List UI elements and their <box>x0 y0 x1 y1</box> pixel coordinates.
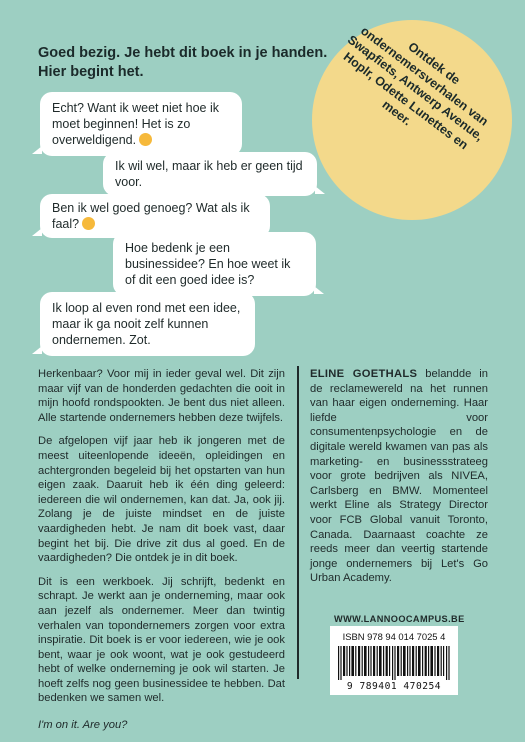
chat-bubble-4-text: Hoe bedenk je een businessidee? En hoe weet ik of dit een goed idee is? <box>125 241 291 287</box>
chat-bubble-5-text: Ik loop al even rond met een idee, maar ik ga nooit zelf kunnen ondernemen. Zot. <box>52 301 241 347</box>
author-bio-text: belandde in de reclamewereld na het runnen van haar eigen onderneming. Haar liefde voor consumentenpsychologie en de digitale wereld kwamen van pas als marketing- en businessstrateeg voor grote bedrijven als NIVEA, Carlsberg en BMW. Momenteel werkt Eline als Strategy Director voor FCB Global vanuit Toronto, Canada. Daarnaast coachte ze reeds meer dan veertig startende jonge ondernemers bij Let's Go Urban Academy. <box>310 368 488 585</box>
ean-number: 9 789401 470254 <box>346 681 442 692</box>
chat-bubble-4 <box>113 232 316 296</box>
chat-bubble-2-text: Ik wil wel, maar ik heb er geen tijd voor. <box>115 159 303 189</box>
publisher-url: WWW.LANNOOCAMPUS.BE <box>334 614 465 624</box>
chat-bubble-2 <box>103 152 317 196</box>
exploding-head-emoji-icon <box>139 133 152 146</box>
chat-bubble-3-text: Ben ik wel goed genoeg? Wat als ik faal? <box>52 201 250 231</box>
blurb-column <box>38 367 285 742</box>
blurb-paragraph-1: Herkenbaar? Voor mij in ieder geval wel. Dit zijn maar vijf van de honderden gedachten die ooit in mijn hoofd rondspookten. Je bent dus niet alleen. Alle startende ondernemers hebben deze twijfels. <box>38 368 285 424</box>
blurb-paragraph-2: De afgelopen vijf jaar heb ik jongeren met de meest uiteenlopende ideeën, opleidingen en achtergronden begeleid bij het opstarten van hun eigen zaak. Daaruit heb ik één ding geleerd: iedereen die wil ondernemen, kan dat. Ja, ook jij. Zolang je de juiste mindset en de juiste vaardigheden hebt. Je nam dit boek vast, daar begint het bij. Die drive zit dus al goed. En de vaardigheden? Die ontdek je in dit boek. <box>38 435 285 565</box>
blurb-paragraph-3: Dit is een werkboek. Jij schrijft, bedenkt en schrapt. Je werkt aan je onderneming, maar ook aan jezelf als ondernemer. Meer dan twintig verhalen van topondernemers zorgen voor extra inspiratie. Dit boek is er voor iedereen, wie je ook bent, waar je ook woont, wat je ook gestudeerd hebt of welke onderneming je ook wil starten. Je hoeft zelfs nog geen businessidee te hebben. Dat bedenken we samen wel. <box>38 575 285 705</box>
barcode-icon <box>338 646 450 680</box>
chat-bubble-1 <box>40 92 242 156</box>
barcode-box <box>330 626 458 695</box>
intro-heading <box>38 44 338 82</box>
intro-line-1: Goed bezig. Je hebt dit boek in je handen. <box>38 45 328 61</box>
promo-badge-text: Ontdek de ondernemersverhalen van Swapfiets, Antwerp Avenue, Hoplr, Odette Lunettes en meer. <box>341 23 492 152</box>
isbn-label: ISBN 978 94 014 7025 4 <box>342 631 446 642</box>
author-name: ELINE GOETHALS <box>310 368 418 380</box>
sweat-smile-emoji-icon <box>82 217 95 230</box>
intro-line-2: Hier begint het. <box>38 64 144 80</box>
chat-bubble-1-text: Echt? Want ik weet niet hoe ik moet beginnen! Het is zo overweldigend. <box>52 101 219 147</box>
chat-bubble-5 <box>40 292 255 356</box>
author-bio <box>310 367 488 586</box>
blurb-signoff: I'm on it. Are you? <box>38 719 128 732</box>
column-divider <box>297 366 299 679</box>
